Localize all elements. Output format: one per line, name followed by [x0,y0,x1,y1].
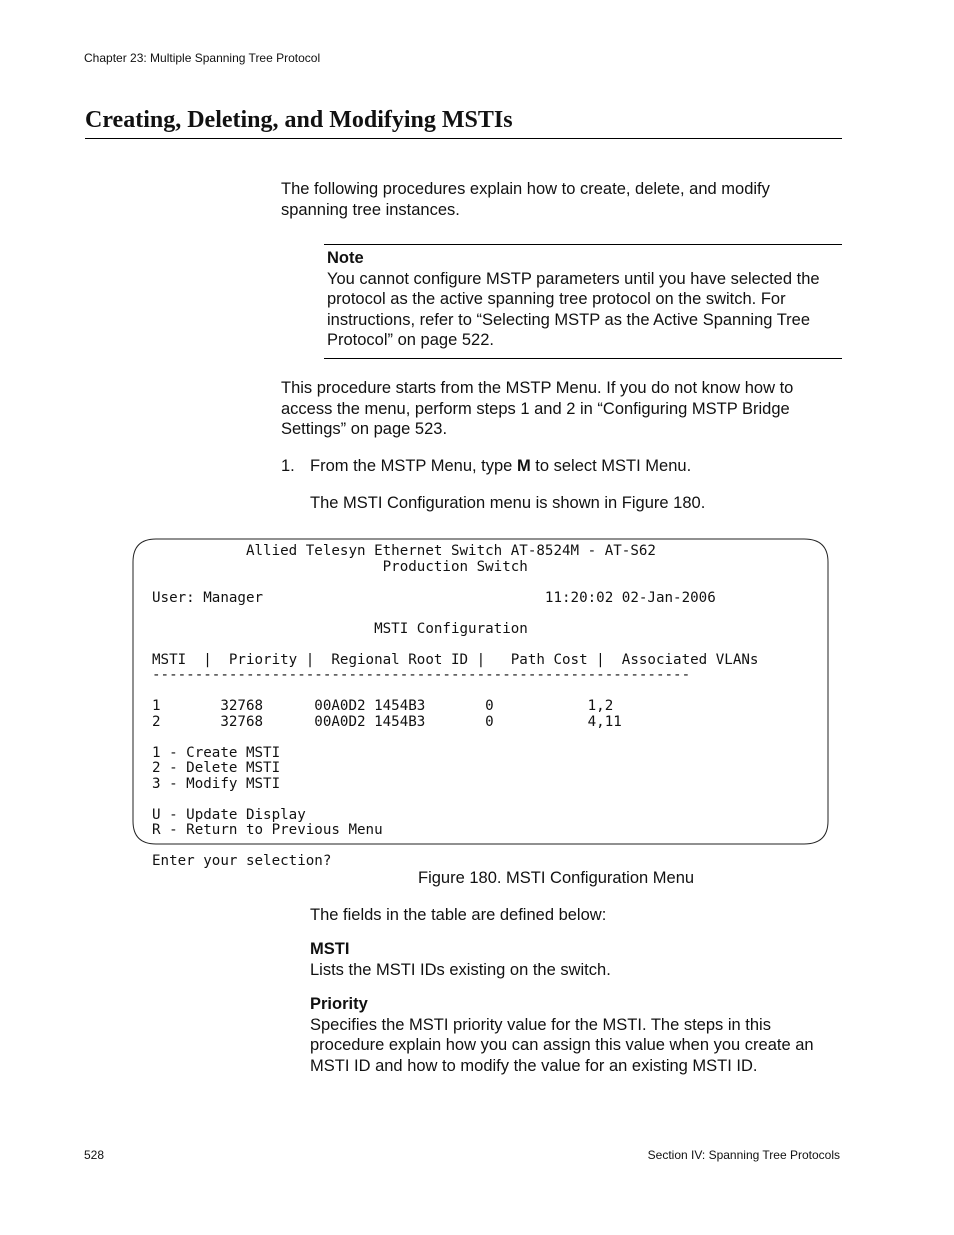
page-number: 528 [84,1148,105,1162]
footer-section: Section IV: Spanning Tree Protocols [647,1148,840,1162]
step-1 [281,456,841,477]
note-text: You cannot configure MSTP parameters until you have selected the protocol as the active spanning tree protocol on the switch. For instructions, refer to “Selecting MSTP as the Active Spanning Tree Protocol” on page 522. [327,269,820,349]
note-label: Note [327,249,364,267]
field-name: MSTI [310,940,350,958]
figure-caption: Figure 180. MSTI Configuration Menu [418,869,695,887]
terminal-screen-figure [132,538,829,869]
procedure-start-paragraph: This procedure starts from the MSTP Menu. If you do not know how to access the menu, perform steps 1 and 2 in “Configuring MSTP Bridge Settings” on page 523. [281,379,794,438]
field-description: Lists the MSTI IDs existing on the switch. [310,960,611,979]
note-box [324,244,842,359]
field-definition-priority [310,994,840,1076]
figure-intro: The MSTI Configuration menu is shown in Figure 180. [310,494,706,512]
running-header: Chapter 23: Multiple Spanning Tree Protocol [84,51,321,65]
fields-intro: The fields in the table are defined below: [310,906,607,924]
intro-paragraph: The following procedures explain how to create, delete, and modify spanning tree instances. [281,180,770,219]
field-name: Priority [310,995,368,1013]
step-text-before: From the MSTP Menu, type [310,457,517,475]
step-text-after: to select MSTI Menu. [530,457,692,475]
field-description: Specifies the MSTI priority value for the MSTI. The steps in this procedure explain how you can assign this value when you create an MSTI ID and how to modify the value for an existing MSTI ID. [310,1015,814,1075]
field-definition-msti [310,939,840,980]
step-number: 1. [281,457,295,475]
step-key: M [516,457,531,475]
page-title: Creating, Deleting, and Modifying MSTIs [85,107,842,139]
terminal-text: Allied Telesyn Ethernet Switch AT-8524M - AT-S62 Production Switch User: Manager 11:20:02 02-Jan-2006 MSTI Configuration MSTI | Priority | Regional Root ID | Path Cost | Associated VLANs --------------------------------------------------------------- 1 32768 00A0D2 1454B3 0 1,2 2 32768 00A0D2 1454B3 0 4,11 1 - Create MSTI 2 - Delete MSTI 3 - Modify MSTI U - Update Display R - Return to Previous Menu Enter your selection? [152,543,759,869]
